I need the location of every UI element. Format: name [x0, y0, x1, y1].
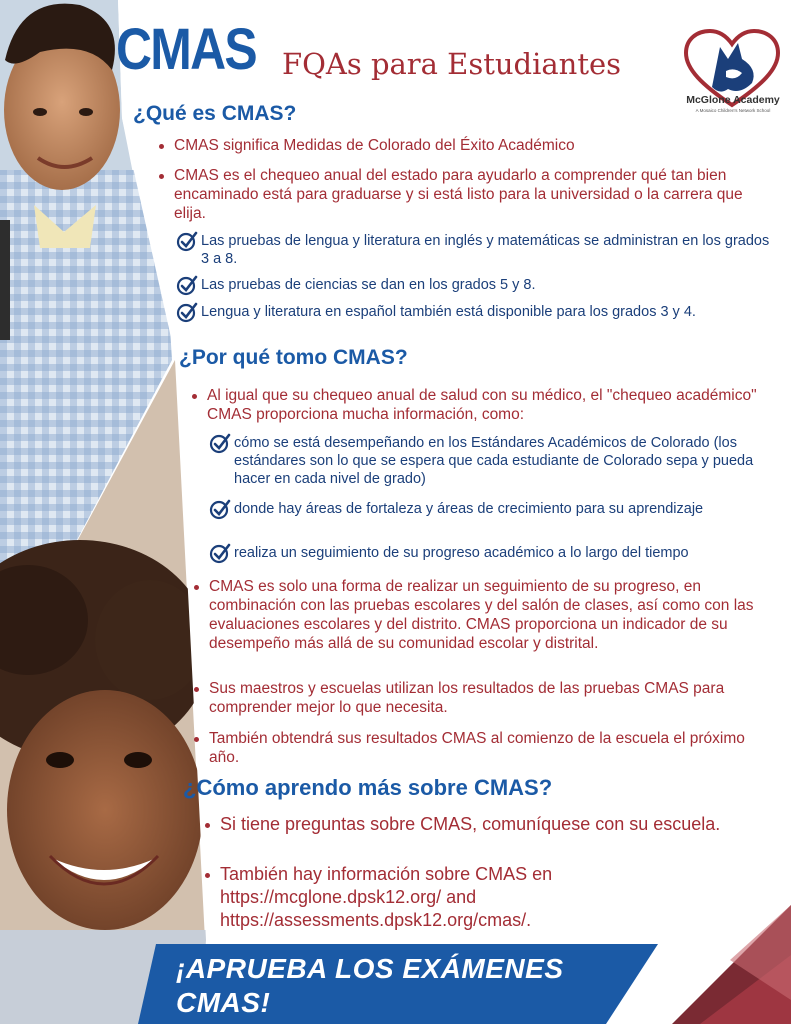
check-item-text: cómo se está desempeñando en los Estándares Académicos de Colorado (los estándares son lo que se espera que cada estudiante de Colorado sepa y pueda hacer en cada nivel de grado)	[234, 435, 754, 487]
checkmark-icon	[176, 274, 198, 296]
list-item: También hay información sobre CMAS en https://mcglone.dpsk12.org/ and https://assessments.dpsk12.org/cmas/.	[220, 863, 730, 932]
check-item-text: donde hay áreas de fortaleza y áreas de crecimiento para su aprendizaje	[234, 501, 704, 517]
checkmark-icon	[209, 432, 231, 454]
page-subtitle: FQAs para Estudiantes	[282, 47, 622, 81]
check-item	[201, 232, 771, 268]
list-item: Si tiene preguntas sobre CMAS, comuníquese con su escuela.	[220, 813, 730, 836]
check-item	[234, 500, 734, 518]
check-item-text: Lengua y literatura en español también está disponible para los grados 3 y 4.	[201, 304, 696, 320]
check-item	[201, 276, 771, 294]
section-heading-why-take-cmas: ¿Por qué tomo CMAS?	[179, 346, 408, 369]
list-item: Al igual que su chequeo anual de salud con su médico, el "chequeo académico" CMAS proporciona mucha información, como:	[207, 386, 767, 424]
checkmark-icon	[176, 301, 198, 323]
section-heading-learn-more: ¿Cómo aprendo más sobre CMAS?	[183, 775, 553, 800]
banner-line-1: ¡APRUEBA LOS EXÁMENES	[176, 953, 564, 984]
page-title: CMAS	[116, 17, 256, 82]
logo-name: McGlone Academy	[686, 94, 780, 106]
check-item	[234, 544, 764, 562]
banner-line-2: CMAS!	[176, 987, 271, 1018]
list-item: CMAS es solo una forma de realizar un seguimiento de su progreso, en combinación con las pruebas escolares y del salón de clases, así como con las evaluaciones escolares y del distrito. CMAS proporciona un indicador de su desempeño más allá de su comunidad escolar y distrital.	[209, 577, 774, 653]
list-item: Sus maestros y escuelas utilizan los resultados de las pruebas CMAS para comprender mejor lo que necesita.	[209, 679, 774, 717]
checkmark-icon	[209, 542, 231, 564]
check-item-text: realiza un seguimiento de su progreso académico a lo largo del tiempo	[234, 545, 689, 561]
list-item: CMAS significa Medidas de Colorado del Éxito Académico	[174, 136, 774, 155]
banner-slogan	[176, 952, 564, 1020]
check-item	[201, 303, 761, 321]
check-item	[234, 434, 764, 488]
checkmark-icon	[176, 230, 198, 252]
checkmark-icon	[209, 498, 231, 520]
logo-tagline: A Mosaico Children's Network School	[695, 108, 771, 113]
section-heading-what-is-cmas: ¿Qué es CMAS?	[133, 102, 297, 125]
check-item-text: Las pruebas de lengua y literatura en inglés y matemáticas se administran en los grados 3 a 8.	[201, 233, 770, 267]
list-item: También obtendrá sus resultados CMAS al comienzo de la escuela el próximo año.	[209, 729, 764, 767]
list-item: CMAS es el chequeo anual del estado para ayudarlo a comprender qué tan bien encaminado está para graduarse y si está listo para la universidad o la carrera que elija.	[174, 166, 774, 223]
check-item-text: Las pruebas de ciencias se dan en los grados 5 y 8.	[201, 277, 536, 293]
